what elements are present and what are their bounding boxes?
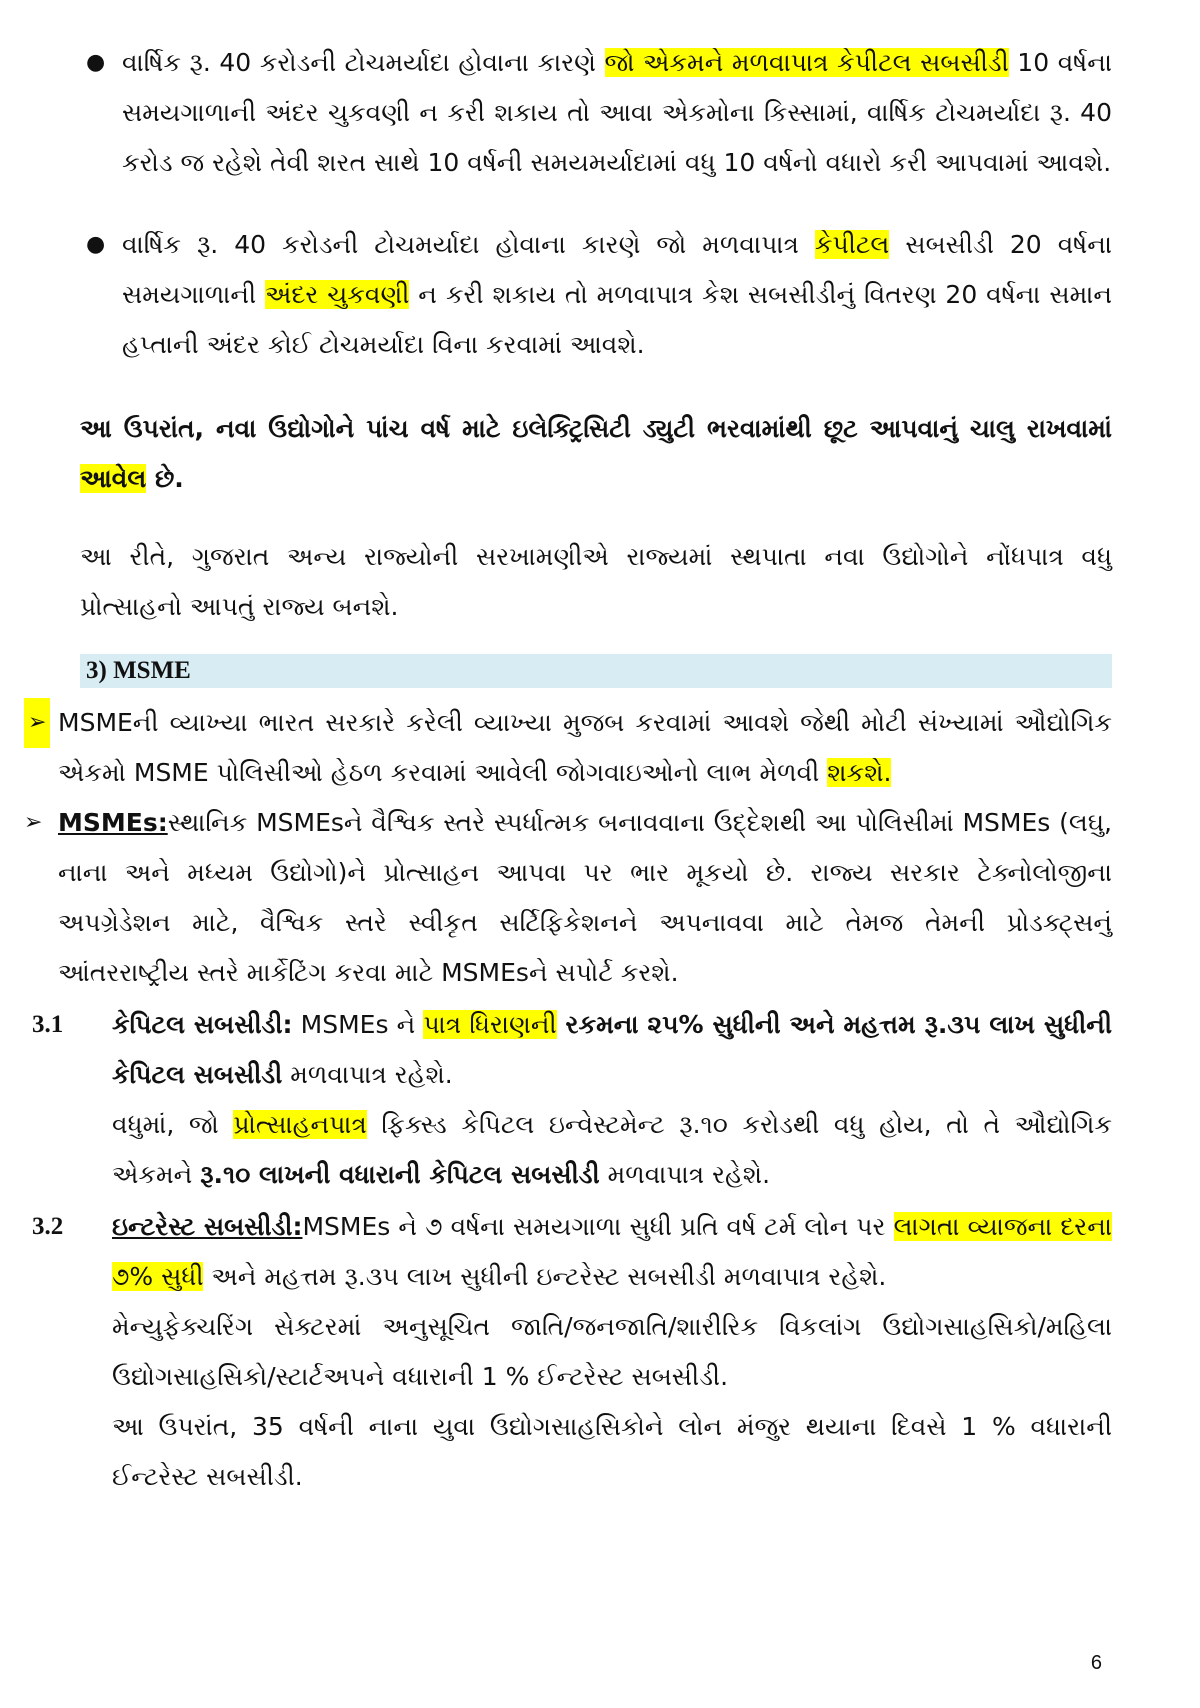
text: અને મહત્તમ રૂ.૩૫ લાખ સુધીની ઇન્ટરેસ્ટ સબસીડી મળવાપાત્ર રહેશે. bbox=[203, 1262, 887, 1291]
text: MSMEની વ્યાખ્યા ભારત સરકારે કરેલી વ્યાખ્યા મુજબ કરવામાં આવશે જેથી મોટી સંખ્યામાં ઔદ્યોગિક એકમો MSME પોલિસીઓ હેઠળ કરવામાં આવેલી જોગવાઇઓનો લાભ મેળવી bbox=[58, 708, 1112, 787]
bullet-item-2 bbox=[80, 220, 1112, 370]
bullet-icon: ● bbox=[86, 232, 106, 257]
gujarat-summary-paragraph: આ રીતે, ગુજરાત અન્ય રાજ્યોની સરખામણીએ રાજ્યમાં સ્થપાતા નવા ઉદ્યોગોને નોંધપાત્ર વધુ પ્રોત્સાહનો આપતું રાજ્ય બનશે. bbox=[80, 542, 1112, 621]
text: સ્થાનિક MSMEsને વૈશ્વિક સ્તરે સ્પર્ધાત્મક બનાવવાના ઉદ્દેશથી આ પોલિસીમાં MSMEs (લઘુ, નાના અને મધ્યમ ઉદ્યોગો)ને પ્રોત્સાહન આપવા પર ભાર મૂકયો છે. રાજ્ય સરકાર ટેક્નોલોજીના અપગ્રેડેશન માટે, વૈશ્વિક સ્તરે સ્વીકૃત સર્ટિફિકેશનને અપનાવવા માટે તેમજ તેમની પ્રોડક્ટ્સનું આંતરરાષ્ટ્રીય સ્તરે માર્કેટિંગ કરવા માટે MSMEsને સપોર્ટ કરશે. bbox=[58, 808, 1112, 987]
lead-term: ઇન્ટરેસ્ટ સબસીડી: bbox=[112, 1212, 303, 1241]
text: વધુમાં, જો bbox=[112, 1110, 234, 1139]
text: વાર્ષિક રૂ. 40 કરોડની ટોચમર્યાદા હોવાના કારણે bbox=[122, 48, 605, 77]
highlighted-text: કેપીટલ bbox=[814, 230, 890, 259]
arrow-bullet-icon: ➢ bbox=[24, 810, 43, 835]
text: મળવાપાત્ર રહેશે. bbox=[282, 1060, 453, 1089]
item-3-2 bbox=[32, 1202, 1112, 1302]
highlighted-text: આવેલ bbox=[80, 464, 147, 493]
text: આ ઉપરાંત, નવા ઉદ્યોગોને પાંચ વર્ષ માટે ઇલેક્ટ્રિસિટી ડ્યુટી ભરવામાંથી છૂટ આપવાનું ચાલુ રાખવામાં bbox=[80, 414, 1112, 443]
item-3-2-young-entrepreneur-paragraph: આ ઉપરાંત, 35 વર્ષની નાના યુવા ઉદ્યોગસાહસિકોને લોન મંજુર થયાના દિવસે 1 % વધારાની ઈન્ટરેસ્ટ સબસીડી. bbox=[112, 1412, 1112, 1491]
highlighted-text: અંદર ચુકવણી bbox=[265, 280, 410, 309]
highlighted-text: લાગતા વ્યાજના દરના ૭% સુધી bbox=[112, 1212, 1112, 1291]
text: ફિક્સ્ડ કેપિટલ ઇન્વેસ્ટમેન્ટ રૂ.૧૦ કરોડથી વધુ હોય, તો તે ઔદ્યોગિક એકમને bbox=[112, 1110, 1112, 1189]
item-number: 3.1 bbox=[32, 1011, 64, 1038]
item-3-1-additional bbox=[32, 1100, 1112, 1200]
highlighted-text: જો એકમને મળવાપાત્ર કેપીટલ સબસીડી bbox=[604, 48, 1009, 77]
text: છે. bbox=[146, 464, 184, 493]
lead-term: MSMEs: bbox=[58, 808, 168, 837]
text: ન કરી શકાય તો મળવાપાત્ર કેશ સબસીડીનું વિતરણ 20 વર્ષના સમાન હપ્તાની અંદર કોઈ ટોચમર્યાદા વિના કરવામાં આવશે. bbox=[122, 280, 1112, 359]
page-number: 6 bbox=[1090, 1652, 1102, 1674]
highlighted-text: પ્રોત્સાહનપાત્ર bbox=[233, 1110, 367, 1139]
text: વાર્ષિક રૂ. 40 કરોડની ટોચમર્યાદા હોવાના કારણે જો મળવાપાત્ર bbox=[122, 230, 815, 259]
arrow-bullet-icon: ➢ bbox=[24, 698, 50, 748]
bullet-icon: ● bbox=[86, 50, 106, 75]
bold-text: રૂ.૧૦ લાખની વધારાની કેપિટલ સબસીડી bbox=[200, 1160, 600, 1189]
text: MSMEs ને bbox=[292, 1010, 424, 1039]
bullet-item-1 bbox=[80, 38, 1112, 188]
highlighted-text: શકશે. bbox=[827, 758, 892, 787]
text: મળવાપાત્ર રહેશે. bbox=[599, 1160, 771, 1189]
arrow-item-1 bbox=[24, 698, 1112, 798]
item-3-1 bbox=[32, 1000, 1112, 1100]
arrow-item-2 bbox=[24, 798, 1112, 998]
item-3-2-sc-st-paragraph: મેન્યુફેક્ચરિંગ સેક્ટરમાં અનુસૂચિત જાતિ/જનજાતિ/શારીરિક વિકલાંગ ઉદ્યોગસાહસિકો/મહિલા ઉદ્યોગસાહસિકો/સ્ટાર્ટઅપને વધારાની 1 % ઈન્ટરેસ્ટ સબસીડી. bbox=[112, 1312, 1112, 1391]
text: સબસીડી 20 વર્ષના સમયગાળાની bbox=[122, 230, 1112, 309]
highlighted-text: પાત્ર ધિરાણની bbox=[423, 1010, 557, 1039]
text: 10 વર્ષના સમયગાળાની અંદર ચુકવણી ન કરી શકાય તો આવા એકમોના કિસ્સામાં, વાર્ષિક ટોચમર્યાદા રૂ. 40 કરોડ જ રહેશે તેવી શરત સાથે 10 વર્ષની સમયમર્યાદામાં વધુ 10 વર્ષનો વધારો કરી આપવામાં આવશે. bbox=[122, 48, 1112, 177]
lead-term: કેપિટલ સબસીડી: bbox=[112, 1010, 293, 1039]
section-heading-msme: 3) MSME bbox=[80, 654, 1112, 688]
electricity-duty-paragraph bbox=[80, 404, 1112, 504]
bold-text: રકમના ૨૫% સુધીની અને મહત્તમ રૂ.૩૫ લાખ સુધીની કેપિટલ સબસીડી bbox=[112, 1010, 1113, 1089]
item-number: 3.2 bbox=[32, 1213, 64, 1240]
text: MSMEs ને ૭ વર્ષના સમયગાળા સુધી પ્રતિ વર્ષ ટર્મ લોન પર bbox=[302, 1212, 894, 1241]
